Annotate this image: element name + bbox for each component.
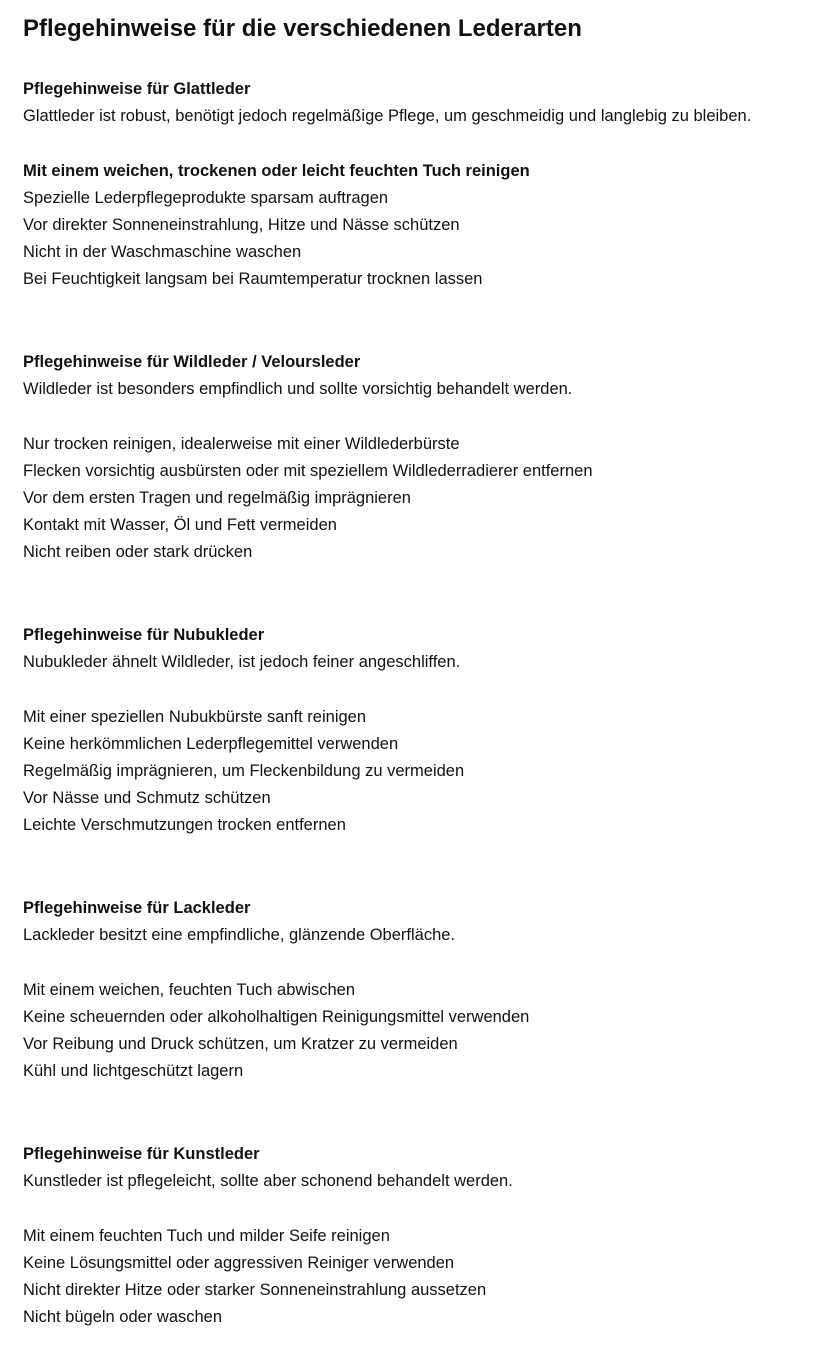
care-item: Flecken vorsichtig ausbürsten oder mit speziellem Wildlederradierer entfernen bbox=[23, 461, 593, 480]
care-item: Regelmäßig imprägnieren, um Fleckenbildung zu vermeiden bbox=[23, 761, 465, 780]
section-heading: Pflegehinweise für Glattleder bbox=[23, 80, 251, 98]
section-heading: Pflegehinweise für Kunstleder bbox=[23, 1145, 260, 1163]
care-item: Vor Nässe und Schmutz schützen bbox=[23, 789, 271, 808]
section-heading: Pflegehinweise für Nubukleder bbox=[23, 626, 265, 644]
care-item: Vor Reibung und Druck schützen, um Kratzer zu vermeiden bbox=[23, 1034, 458, 1053]
section-intro: Nubukleder ähnelt Wildleder, ist jedoch feiner angeschliffen. bbox=[23, 653, 461, 672]
care-item: Vor direkter Sonneneinstrahlung, Hitze und Nässe schützen bbox=[23, 215, 460, 234]
care-item: Keine herkömmlichen Lederpflegemittel verwenden bbox=[23, 734, 399, 753]
section-kunstleder bbox=[23, 1141, 813, 1331]
care-item: Vor dem ersten Tragen und regelmäßig imprägnieren bbox=[23, 488, 411, 507]
section-intro: Kunstleder ist pflegeleicht, sollte aber schonend behandelt werden. bbox=[23, 1172, 513, 1191]
section-glattleder bbox=[23, 76, 813, 294]
spacer bbox=[23, 1195, 813, 1222]
care-item: Mit einem weichen, feuchten Tuch abwischen bbox=[23, 980, 356, 999]
section-heading: Pflegehinweise für Wildleder / Veloursleder bbox=[23, 353, 361, 371]
section-lackleder bbox=[23, 895, 813, 1085]
care-item: Nicht direkter Hitze oder starker Sonneneinstrahlung aussetzen bbox=[23, 1280, 487, 1299]
section-nubukleder bbox=[23, 622, 813, 840]
care-item: Nur trocken reinigen, idealerweise mit einer Wildlederbürste bbox=[23, 434, 460, 453]
section-wildleder bbox=[23, 349, 813, 567]
section-heading: Pflegehinweise für Lackleder bbox=[23, 899, 251, 917]
care-item: Mit einem weichen, trockenen oder leicht feuchten Tuch reinigen bbox=[23, 161, 530, 180]
care-item: Nicht in der Waschmaschine waschen bbox=[23, 243, 302, 262]
care-item: Nicht reiben oder stark drücken bbox=[23, 543, 253, 562]
spacer bbox=[23, 676, 813, 703]
care-item: Kontakt mit Wasser, Öl und Fett vermeiden bbox=[23, 516, 337, 535]
care-item: Mit einer speziellen Nubukbürste sanft reinigen bbox=[23, 707, 367, 726]
spacer bbox=[23, 403, 813, 430]
care-item: Spezielle Lederpflegeprodukte sparsam auftragen bbox=[23, 188, 389, 207]
care-item: Leichte Verschmutzungen trocken entfernen bbox=[23, 816, 346, 835]
care-item: Kühl und lichtgeschützt lagern bbox=[23, 1062, 244, 1081]
care-item: Bei Feuchtigkeit langsam bei Raumtemperatur trocknen lassen bbox=[23, 270, 483, 289]
spacer bbox=[23, 130, 813, 157]
page-title: Pflegehinweise für die verschiedenen Lederarten bbox=[23, 15, 582, 42]
care-item: Keine scheuernden oder alkoholhaltigen Reinigungsmittel verwenden bbox=[23, 1007, 530, 1026]
section-intro: Glattleder ist robust, benötigt jedoch regelmäßige Pflege, um geschmeidig und langlebig zu bleiben. bbox=[23, 107, 752, 126]
care-item: Nicht bügeln oder waschen bbox=[23, 1308, 223, 1327]
spacer bbox=[23, 949, 813, 976]
section-intro: Wildleder ist besonders empfindlich und sollte vorsichtig behandelt werden. bbox=[23, 380, 573, 399]
care-item: Keine Lösungsmittel oder aggressiven Reiniger verwenden bbox=[23, 1253, 455, 1272]
section-intro: Lackleder besitzt eine empfindliche, glänzende Oberfläche. bbox=[23, 926, 456, 945]
care-item: Mit einem feuchten Tuch und milder Seife reinigen bbox=[23, 1226, 390, 1245]
